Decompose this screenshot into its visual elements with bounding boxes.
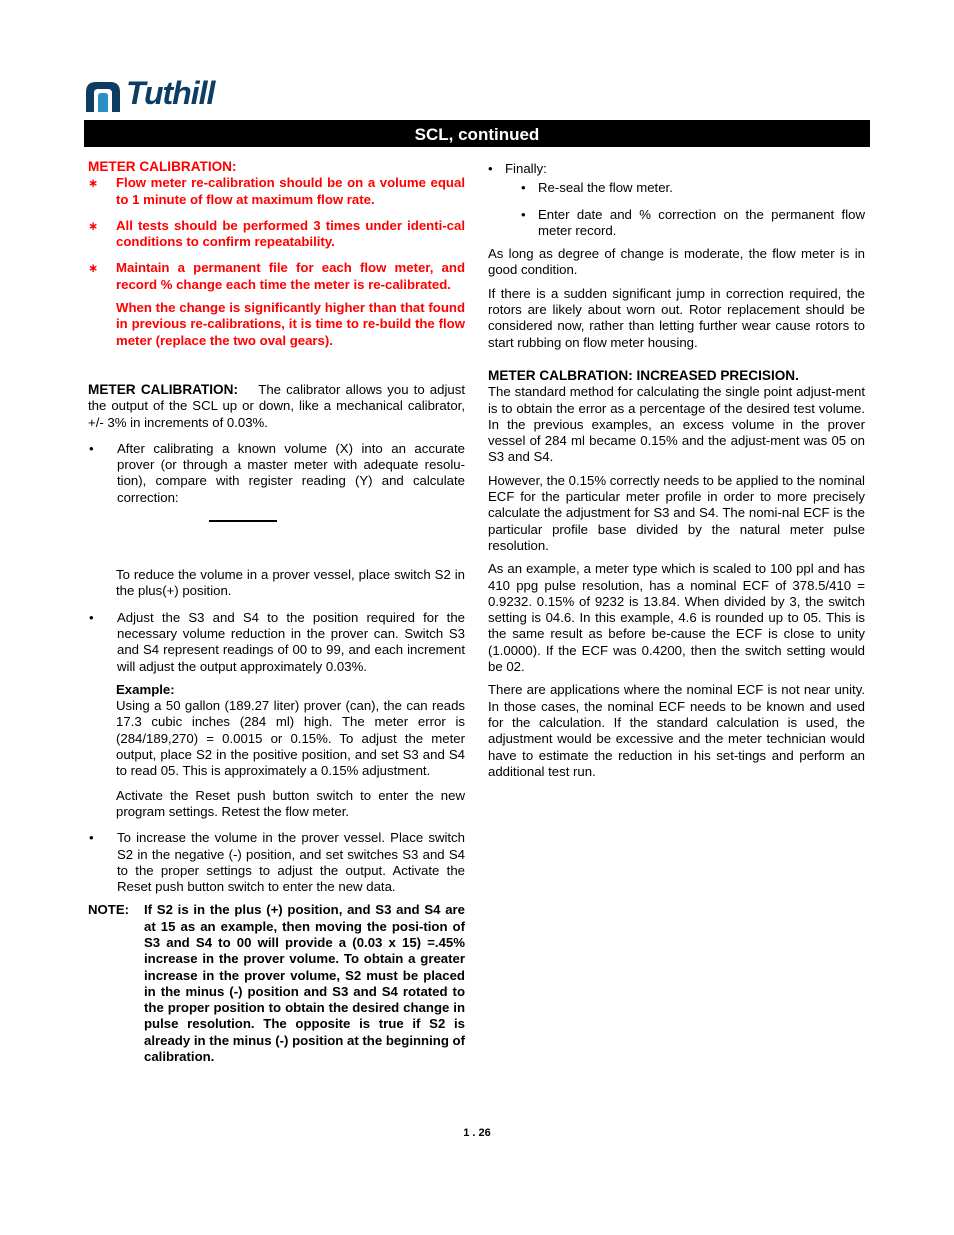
example-text: Using a 50 gallon (189.27 liter) prover (can), the can reads 17.3 cubic inches (284 ml) high. The meter error is (284/189,270) = 0.0015 or 0.15%. To adjust the meter output, place S2 in the positive position, and set S3 and S4 to read 05. This is approximately a 0.15% adjustment. [116,698,465,779]
bullet-icon: • [89,440,94,456]
bullet-icon: • [488,161,493,176]
paragraph-nominal-ecf: However, the 0.15% correctly needs to be applied to the nominal ECF for the particular meter profile in order to more precisely calculate the adjustment for S3 and S4. The nomi-nal ECF is the particular profile base divided by the natural meter pulse resolution. [488,472,865,553]
star-item-3: ∗ Maintain a permanent file for each flow meter, and record % change each time the meter is re-calibrated. [88,260,465,292]
sub-item-reseal: • Re-seal the flow meter. [488,180,865,196]
brand-name: Tuthill [126,75,215,111]
bullet-item-3: • To increase the volume in the prover vessel. Place switch S2 in the negative (-) position, and set switches S3 and S4 to the proper settings to adjust the output. Activate the Reset push button switch to enter the new data. [89,830,465,895]
paragraph-condition: As long as degree of change is moderate, the flow meter is in good condition. [488,246,865,278]
right-column [488,161,865,780]
bullet-icon: • [89,830,94,846]
activate-text: Activate the Reset push button switch to enter the new program settings. Retest the flow meter. [116,787,465,819]
paragraph-applications: There are applications where the nominal ECF is not near unity. In those cases, the nominal ECF needs to be known and used for the calculation. If the standard calculation is used, the adjustment would be excessive and the meter technician would have to estimate the reduction in his set-tings and perform an additional test run. [488,682,865,779]
tuthill-logo-icon [84,78,122,114]
note-block [88,902,465,1065]
asterisk-icon: ∗ [88,176,99,191]
asterisk-icon: ∗ [88,261,99,276]
precision-heading: METER CALBRATION: INCREASED PRECISION. [488,367,799,383]
bullet-icon: • [89,609,94,625]
tuthill-logo [84,75,234,116]
rebuild-warning: When the change is significantly higher than that found in previous re-calibrations, it is time to re-build the flow meter (replace the two oval gears). [116,300,465,348]
star-item-2: ∗ All tests should be performed 3 times under identi-cal conditions to confirm repeatability. [88,217,465,250]
note-label: NOTE: [88,902,130,918]
paragraph-standard-method: The standard method for calculating the single point adjust-ment is to obtain the error as a percentage of the desired test volume. In the previous examples, an excess volume in the prover vessel of 284 ml became 0.15% and the adjust-ment was 05 on S3 and S4. [488,384,865,465]
paragraph-example: As an example, a meter type which is scaled to 100 ppl and has 410 ppg pulse resolution, has a nominal ECF of 378.5/410 = 0.9232. 0.15% of 9232 is 13.84. When divided by 3, the switch setting is 04.6. In this example, 4.6 is rounded up to 05. This is the same result as before be-cause the ECF is close to unity (1.0000). If the ECF was 0.4200, then the switch setting would be 02. [488,561,865,675]
left-column [88,159,465,1065]
section-banner: SCL, continued [84,120,870,147]
page-number: 1 . 26 [463,1127,491,1139]
bullet-item-1: • After calibrating a known volume (X) into an accurate prover (or through a master meter with adequate resolu-tion), compare with register reading (Y) and calculate correction: [89,440,465,505]
star-item-1: ∗ Flow meter re-calibration should be on a volume equal to 1 minute of flow at maximum flow rate. [88,175,465,207]
sub-item-record: • Enter date and % correction on the permanent flow meter record. [488,207,865,240]
calibration-heading: METER CALIBRATION: [88,159,237,174]
note-text: If S2 is in the plus (+) position, and S3 and S4 are at 15 as an example, then moving the posi-tion of S3 and S4 to 00 will provide a (0.03 x 15) =.45% increase in the prover volume. To obtain a greater increase in the prover volume, S2 must be placed in the minus (-) position and S3 and S4 rotated to the proper position to obtain the desired change in pulse resolution. The opposite is true if S2 is already in the minus (-) position at the beginning of calibration. [144,902,465,1065]
bullet-icon: • [521,206,526,222]
bullet-item-2: • Adjust the S3 and S4 to the position required for the necessary volume reduction in the prover can. Switch S3 and S4 represent readings of 00 to 99, and each increment will adjust the output approximately 0.03%. [89,609,465,674]
example-label: Example: [116,681,175,697]
reduce-volume-text: To reduce the volume in a prover vessel, place switch S2 in the plus(+) position. [116,567,465,599]
calibrator-paragraph: METER CALIBRATION: The calibrator allows you to adjust the output of the SCL up or down, like a mechanical calibrator, +/- 3% in increments of 0.03%. [88,381,465,430]
finally-item: • Finally: [488,161,547,176]
asterisk-icon: ∗ [88,218,99,233]
bullet-icon: • [521,180,526,196]
calibration-heading-2: METER CALIBRATION: [88,381,238,397]
paragraph-rotors: If there is a sudden significant jump in correction required, the rotors are likely about worn out. Rotor replacement should be considered now, rather than letting further wear cause rotors to start rubbing on flow meter housing. [488,285,865,350]
